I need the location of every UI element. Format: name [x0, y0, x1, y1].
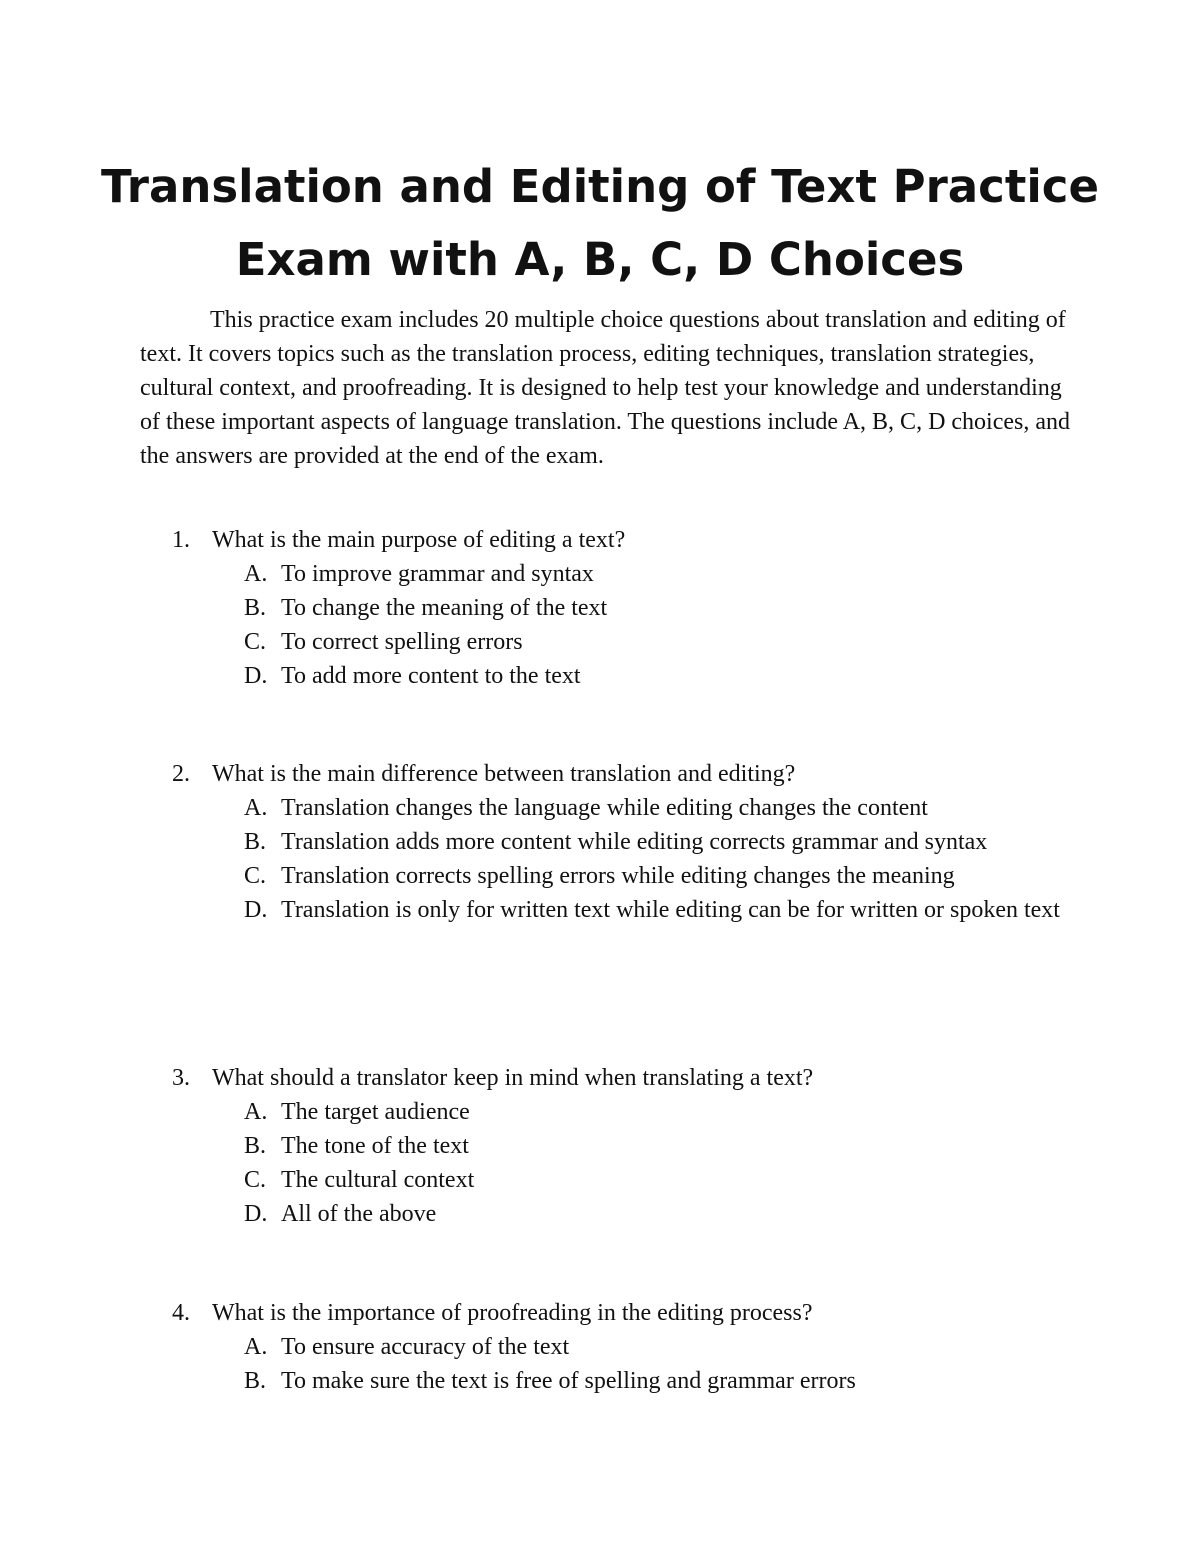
choice-list	[244, 1095, 1072, 1231]
choice-text: To improve grammar and syntax	[281, 561, 594, 587]
choice-letter: B.	[244, 829, 267, 855]
choice-text: Translation is only for written text while editing can be for written or spoken text	[281, 897, 1060, 923]
choice-letter: A.	[244, 561, 268, 587]
choice-text: The target audience	[281, 1099, 470, 1125]
question-number: 4.	[172, 1300, 190, 1326]
choice-b	[244, 591, 1072, 625]
question-2	[172, 757, 1072, 927]
choice-letter: A.	[244, 1099, 268, 1125]
choice-a	[244, 1095, 1072, 1129]
question-4	[172, 1296, 1072, 1398]
choice-list	[244, 791, 1072, 927]
choice-text: To add more content to the text	[281, 663, 581, 689]
question-number: 3.	[172, 1065, 190, 1091]
intro-paragraph: This practice exam includes 20 multiple choice questions about translation and editing of text. It covers topics such as the translation process, editing techniques, translation strategies, cultural context, and proofreading. It is designed to help test your knowledge and understanding of these important aspects of language translation. The questions include A, B, C, D choices, and the answers are provided at the end of the exam.	[140, 307, 1071, 469]
question-text: What is the main difference between translation and editing?	[212, 761, 796, 787]
choice-text: The tone of the text	[281, 1133, 469, 1159]
choice-d	[244, 659, 1072, 693]
choice-text: Translation adds more content while editing corrects grammar and syntax	[281, 829, 988, 855]
choice-letter: A.	[244, 1334, 268, 1360]
choice-d	[244, 1197, 1072, 1231]
question-number: 1.	[172, 527, 190, 553]
choice-letter: C.	[244, 863, 267, 889]
choice-text: To change the meaning of the text	[281, 595, 608, 621]
choice-list	[244, 557, 1072, 693]
choice-c	[244, 859, 1072, 893]
choice-letter: C.	[244, 1167, 267, 1193]
question-text: What is the main purpose of editing a text?	[212, 527, 626, 553]
choice-text: Translation changes the language while editing changes the content	[281, 795, 928, 821]
choice-text: To make sure the text is free of spelling and grammar errors	[281, 1368, 856, 1394]
choice-letter: A.	[244, 795, 268, 821]
choice-list	[244, 1330, 1072, 1398]
choice-letter: D.	[244, 897, 268, 923]
choice-letter: B.	[244, 1133, 267, 1159]
question-text: What is the importance of proofreading in the editing process?	[212, 1300, 813, 1326]
choice-a	[244, 791, 1072, 825]
choice-text: To correct spelling errors	[281, 629, 523, 655]
choice-c	[244, 625, 1072, 659]
question-text: What should a translator keep in mind when translating a text?	[212, 1065, 814, 1091]
choice-text: To ensure accuracy of the text	[281, 1334, 570, 1360]
title-line-2: Exam with A, B, C, D Choices	[235, 233, 965, 286]
question-3	[172, 1061, 1072, 1231]
choice-c	[244, 1163, 1072, 1197]
choice-d	[244, 893, 1072, 927]
question-1	[172, 523, 1072, 693]
choice-b	[244, 1364, 1072, 1398]
choice-letter: C.	[244, 629, 267, 655]
choice-letter: B.	[244, 1368, 267, 1394]
choice-b	[244, 825, 1072, 859]
choice-letter: D.	[244, 663, 268, 689]
title-line-1: Translation and Editing of Text Practice	[101, 160, 1099, 213]
document-title	[100, 150, 1100, 296]
choice-text: Translation corrects spelling errors while editing changes the meaning	[281, 863, 955, 889]
choice-letter: B.	[244, 595, 267, 621]
choice-a	[244, 557, 1072, 591]
choice-text: The cultural context	[281, 1167, 475, 1193]
question-number: 2.	[172, 761, 190, 787]
choice-a	[244, 1330, 1072, 1364]
choice-b	[244, 1129, 1072, 1163]
choice-text: All of the above	[281, 1201, 437, 1227]
choice-letter: D.	[244, 1201, 268, 1227]
